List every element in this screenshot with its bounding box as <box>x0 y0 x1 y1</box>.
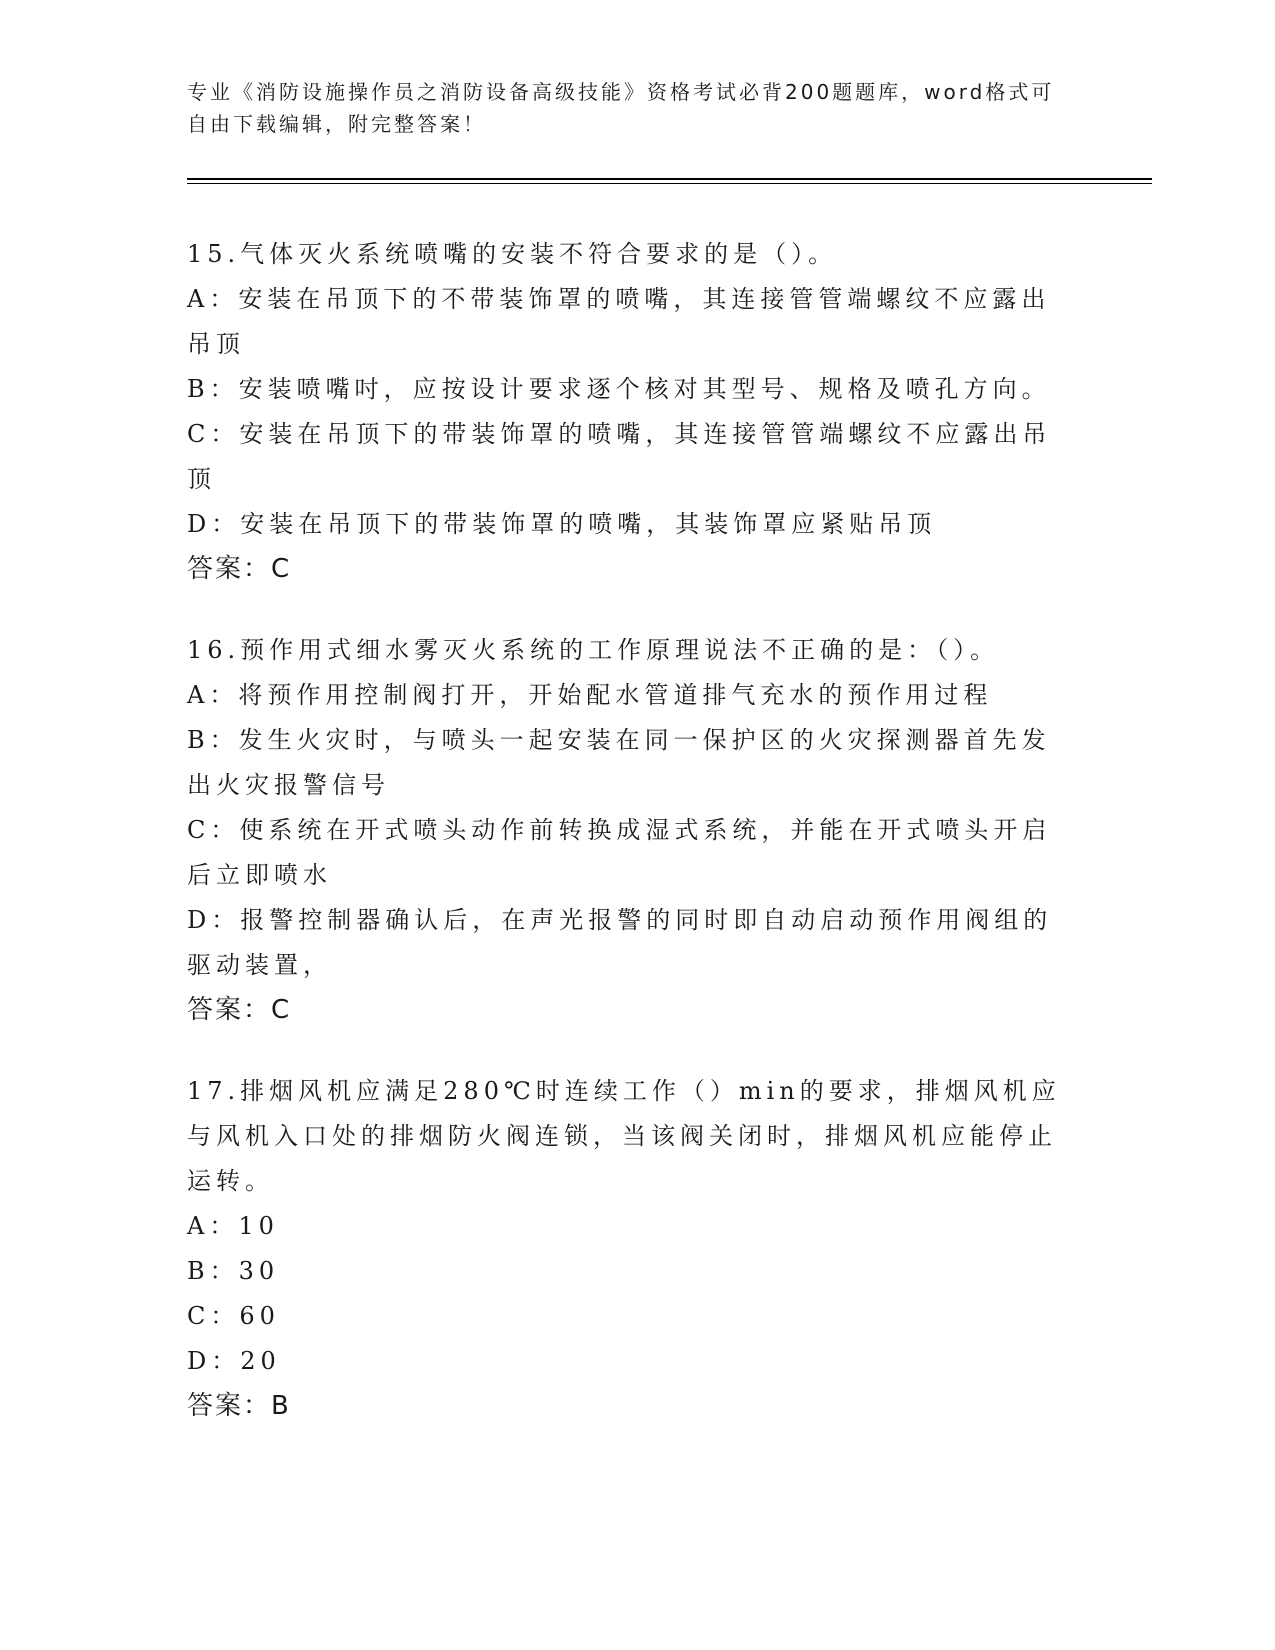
document-intro: 专业《消防设施操作员之消防设备高级技能》资格考试必背200题题库，word格式可自由下载编辑，附完整答案！ <box>187 80 1055 136</box>
option-c: C：60 <box>187 1302 280 1330</box>
question-list <box>187 232 1067 1465</box>
option-b: B：发生火灾时，与喷头一起安装在同一保护区的火灾探测器首先发出火灾报警信号 <box>187 726 1051 799</box>
option-b: B：安装喷嘴吋，应按设计要求逐个核对其型号、规格及喷孔方向。 <box>187 375 1051 403</box>
header-divider-thick <box>187 178 1152 180</box>
question-text: 16.预作用式细水雾灭火系统的工作原理说法不正确的是：（）。 <box>187 636 1000 664</box>
answer-label: 答案：C <box>187 995 292 1025</box>
question-text: 15.气体灭火系统喷嘴的安装不符合要求的是（）。 <box>187 240 838 268</box>
answer-label: 答案：B <box>187 1391 291 1421</box>
option-c: C：使系统在开式喷头动作前转换成湿式系统，并能在开式喷头开启后立即喷水 <box>187 816 1052 889</box>
option-d: D：20 <box>187 1347 281 1375</box>
header-divider-thin <box>187 183 1152 184</box>
option-c: C：安装在吊顶下的带装饰罩的喷嘴，其连接管管端螺纹不应露出吊顶 <box>187 420 1052 493</box>
question-16 <box>187 628 1067 1033</box>
question-17 <box>187 1069 1067 1429</box>
question-text: 17.排烟风机应满足280℃时连续工作（）min的要求，排烟风机应与风机入口处的排烟防火阀连锁，当该阀关闭时，排烟风机应能停止运转。 <box>187 1077 1061 1195</box>
option-d: D：报警控制器确认后，在声光报警的同时即自动启动预作用阀组的驱动装置， <box>187 906 1053 979</box>
option-a: A：安装在吊顶下的不带装饰罩的喷嘴，其连接管管端螺纹不应露出吊顶 <box>187 285 1051 358</box>
option-a: A：将预作用控制阀打开，开始配水管道排气充水的预作用过程 <box>187 681 993 709</box>
option-a: A：10 <box>187 1212 279 1240</box>
question-15 <box>187 232 1067 592</box>
option-d: D：安装在吊顶下的带装饰罩的喷嘴，其装饰罩应紧贴吊顶 <box>187 510 937 538</box>
answer-label: 答案：C <box>187 554 292 584</box>
option-b: B：30 <box>187 1257 280 1285</box>
